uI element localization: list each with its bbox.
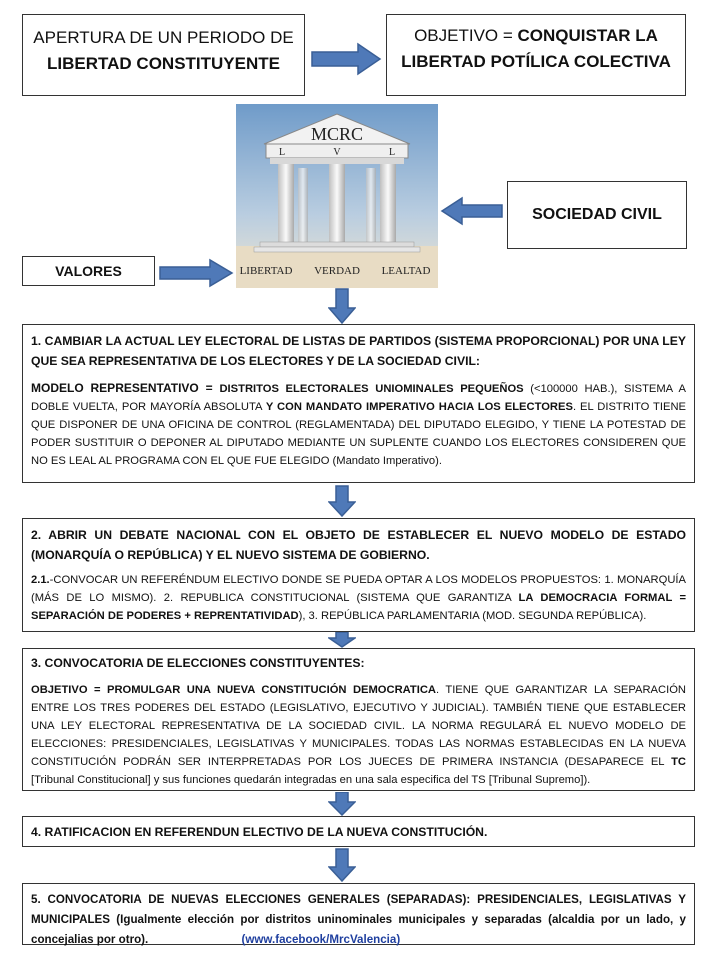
step-5-t1: (Igualmente elección por distritos uninominales municipales y separadas (alcaldia por un lado, y concejalias por otro). [31,913,686,946]
temple-letter-v: V [333,147,341,158]
objective-line2: LIBERTAD POTÍLICA COLECTIVA [401,52,671,71]
objective-bold: CONQUISTAR LA [517,26,658,45]
step-2-t1: -CONVOCAR UN REFERÉNDUM ELECTIVO DONDE SE PUEDA OPTAR A LOS MODELOS PROPUESTOS: 1. MONARQUÍA (MÁS DE LO MISMO). 2. REPUBLICA CONSTITUCIONAL (SISTEMA QUE GARANTIZA [31,574,686,604]
step-3-t2: [Tribunal Constitucional] y sus funciones quedarán integradas en una sala especifica del TS [Tribunal Supremo]). [31,774,591,786]
valores-box [22,256,155,286]
step-1-body [31,379,686,470]
mcrc-temple-image [236,104,438,288]
step-1-box [22,324,695,483]
step-3-b1: OBJETIVO = PROMULGAR UNA NUEVA CONSTITUCIÓN DEMOCRATICA [31,684,437,696]
temple-word-verdad: VERDAD [314,265,360,277]
opening-period-box [22,14,305,96]
arrow-down-1 [328,288,356,324]
step-2-heading: 2. ABRIR UN DEBATE NACIONAL CON EL OBJETO DE ESTABLECER EL NUEVO MODELO DE ESTADO (MONARQUÍA O REPÚBLICA) Y EL NUEVO SISTEMA DE GOBIERNO. [31,528,686,562]
step-4-box [22,816,695,847]
step-4-heading: 4. RATIFICACION EN REFERENDUN ELECTIVO DE LA NUEVA CONSTITUCIÓN. [31,825,488,839]
step-5-body [31,890,686,950]
step-2-b2: LA DEMOCRACIA FORMAL = SEPARACIÓN DE PODERES + REPRENTATIVIDAD [31,592,686,622]
step-1-b1: MODELO REPRESENTATIVO = [31,381,220,395]
step-2-box [22,518,695,632]
step-5-box [22,883,695,945]
step-5-heading: 5. CONVOCATORIA DE NUEVAS ELECCIONES GENERALES (SEPARADAS): PRESIDENCIALES, LEGISLATIVAS Y MUNICIPALES [31,893,686,926]
step-1-t1: (<100000 HAB.), SISTEMA A DOBLE VUELTA, POR MAYORÍA ABSOLUTA [31,383,686,413]
temple-word-libertad: LIBERTAD [239,265,293,277]
arrow-down-4 [328,792,356,816]
step-2-t2: ), 3. REPÚBLICA PARLAMENTARIA (MOD. SEGUNDA REPÚBLICA). [298,610,647,622]
temple-word-lealtad: LEALTAD [381,265,431,277]
objective-line1 [387,23,685,49]
opening-line2: LIBERTAD CONSTITUYENTE [47,54,280,73]
arrow-down-3 [328,632,356,648]
temple-letter-l1: L [278,147,286,158]
step-2-body [31,571,686,625]
valores-label: VALORES [55,263,122,279]
step-2-b1: 2.1. [31,574,50,586]
step-1-b3: Y CON MANDATO IMPERATIVO HACIA LOS ELECTORES [265,401,573,413]
opening-line1: APERTURA DE UN PERIODO DE [33,28,294,47]
step-3-body [31,681,686,789]
temple-letter-l2: L [388,147,396,158]
step-1-t2: . EL DISTRITO TIENE QUE DISPONER DE UNA OFICINA DE CONTROL (REGLAMENTADA) DEL DIPUTADO ELEGIDO, Y TIENE LA POTESTAD DE PODER SUSTITUIR O DEPONER AL DIPUTADO MEDIANTE UN SUPLENTE CUANDO LOS ELECTORES CONSIDEREN QUE NO ES LEAL AL PROGRAMA CON EL QUE FUE ELEGIDO (Mandato Imperativo). [31,401,687,467]
objective-box [386,14,686,96]
sociedad-civil-label: SOCIEDAD CIVIL [532,206,662,223]
facebook-link[interactable]: (www.facebook/MrcValencia) [241,933,401,946]
arrow-right-top [310,42,382,76]
step-1-b2: DISTRITOS ELECTORALES UNIOMINALES PEQUEÑOS [219,383,524,395]
step-3-box [22,648,695,791]
arrow-left-sociedad [440,196,504,226]
step-3-b2: TC [671,756,686,768]
step-1-heading: 1. CAMBIAR LA ACTUAL LEY ELECTORAL DE LISTAS DE PARTIDOS (SISTEMA PROPORCIONAL) POR UNA LEY QUE SEA REPRESENTATIVA DE LOS ELECTORES Y DE LA SOCIEDAD CIVIL: [31,334,686,368]
arrow-right-valores [158,258,234,288]
step-3-t1: . TIENE QUE GARANTIZAR LA SEPARACIÓN ENTRE LOS TRES PODERES DEL ESTADO (LEGISLATIVO, EJECUTIVO Y JUDICIAL). TAMBIÉN TIENE QUE ESTABLECER UNA LEY ELECTORAL REPRESENTATIVA DE LA SOCIEDAD CIVIL. LA NORMA REGULARÁ EL NUEVO MODELO DE ELECCIONES: PRESIDENCIALES, LEGISLATIVAS Y MUNICIPALES. TODAS LAS NORMAS ESTABLECIDAS EN LA NUEVA CONSTITUCIÓN PODRÁN SER INTERPRETADAS POR LOS JUECES DE PRIMERA INSTANCIA (DESAPARECE EL [31,684,686,768]
step-3-heading: 3. CONVOCATORIA DE ELECCIONES CONSTITUYENTES: [31,656,365,670]
arrow-down-5 [328,848,356,882]
temple-title: MCRC [310,124,364,144]
objective-prefix: OBJETIVO = [414,26,518,45]
sociedad-civil-box [507,181,687,249]
arrow-down-2 [328,485,356,517]
